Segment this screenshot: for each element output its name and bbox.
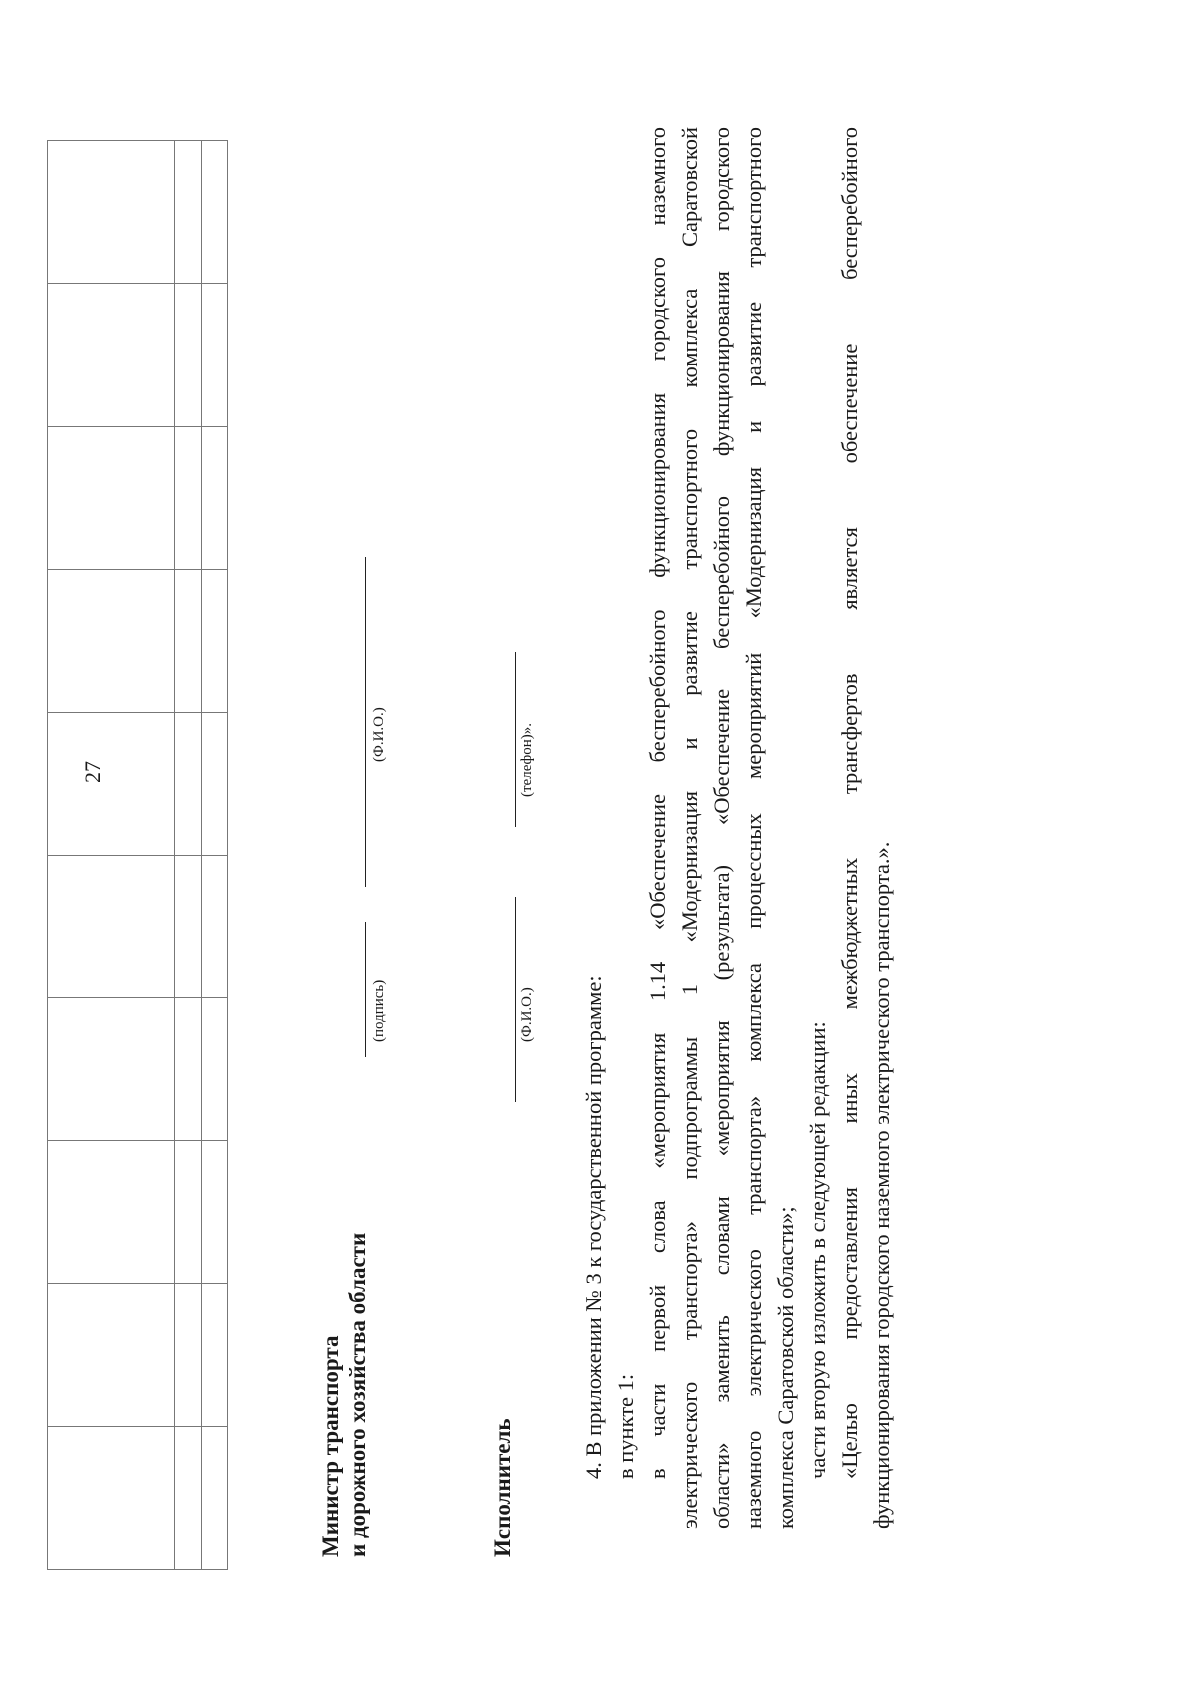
table-cell [48,855,175,998]
table-cell [175,1284,202,1427]
table-cell [202,1141,228,1284]
table-cell [48,141,175,284]
table-cell [48,712,175,855]
paragraph-point-1: в пункте 1: [613,1373,638,1479]
table-cell [202,712,228,855]
paragraph-part-two-intro: части вторую изложить в следующей редакции: [805,1021,830,1479]
table-cell [202,141,228,284]
table-cell [175,569,202,712]
paragraph-new-wording-line: «Целью предоставления иных межбюджетных трансфертов является обеспечение бесперебойного [837,127,862,1479]
signature-line [365,922,366,1057]
minister-fio-line [365,557,366,887]
executor-label: Исполнитель [490,1418,515,1557]
ruled-table-body [48,141,228,1570]
executor-phone-caption: (телефон)». [519,722,535,797]
minister-title-line-2: и дорожного хозяйства области [345,1232,370,1557]
table-cell [202,1284,228,1427]
table-cell [48,283,175,426]
table-cell [48,426,175,569]
table-cell [175,426,202,569]
table-cell [48,1141,175,1284]
executor-fio-caption: (Ф.И.О.) [519,987,535,1042]
table-cell [175,998,202,1141]
paragraph-new-wording-line: функционирования городского наземного электрического транспорта.». [869,841,894,1529]
table-cell [175,141,202,284]
table-cell [202,998,228,1141]
page-number: 27 [80,761,105,783]
ruled-table [47,140,228,1570]
table-cell [202,426,228,569]
table-row [48,141,175,1570]
paragraph-part-one-line: области» заменить словами «мероприятия (результата) «Обеспечение бесперебойного функционирования городского [709,127,734,1529]
table-cell [175,855,202,998]
table-cell [202,1427,228,1570]
executor-fio-line [515,897,516,1102]
table-cell [202,855,228,998]
table-cell [175,283,202,426]
table-row [202,141,228,1570]
table-cell [175,712,202,855]
paragraph-part-one-line: комплекса Саратовской области»; [773,1206,798,1529]
paragraph-part-one-line: электрического транспорта» подпрограммы 1 «Модернизация и развитие транспортного комплекса Саратовской [677,127,702,1529]
table-cell [48,1284,175,1427]
table-cell [48,569,175,712]
table-cell [175,1141,202,1284]
table-cell [202,283,228,426]
minister-fio-caption: (Ф.И.О.) [371,707,387,762]
paragraph-part-one-line: в части первой слова «мероприятия 1.14 «Обеспечение бесперебойного функционирования городского наземного [645,127,670,1479]
signature-caption: (подпись) [371,979,387,1042]
table-cell [202,569,228,712]
paragraph-appendix-3: 4. В приложении № 3 к государственной программе: [581,975,606,1479]
executor-phone-line [515,652,516,827]
minister-title-line-1: Министр транспорта [318,1335,343,1557]
table-row [175,141,202,1570]
table-cell [175,1427,202,1570]
table-cell [48,998,175,1141]
table-cell [48,1427,175,1570]
paragraph-part-one-line: наземного электрического транспорта» комплекса процессных мероприятий «Модернизация и развитие транспортного [741,127,766,1529]
